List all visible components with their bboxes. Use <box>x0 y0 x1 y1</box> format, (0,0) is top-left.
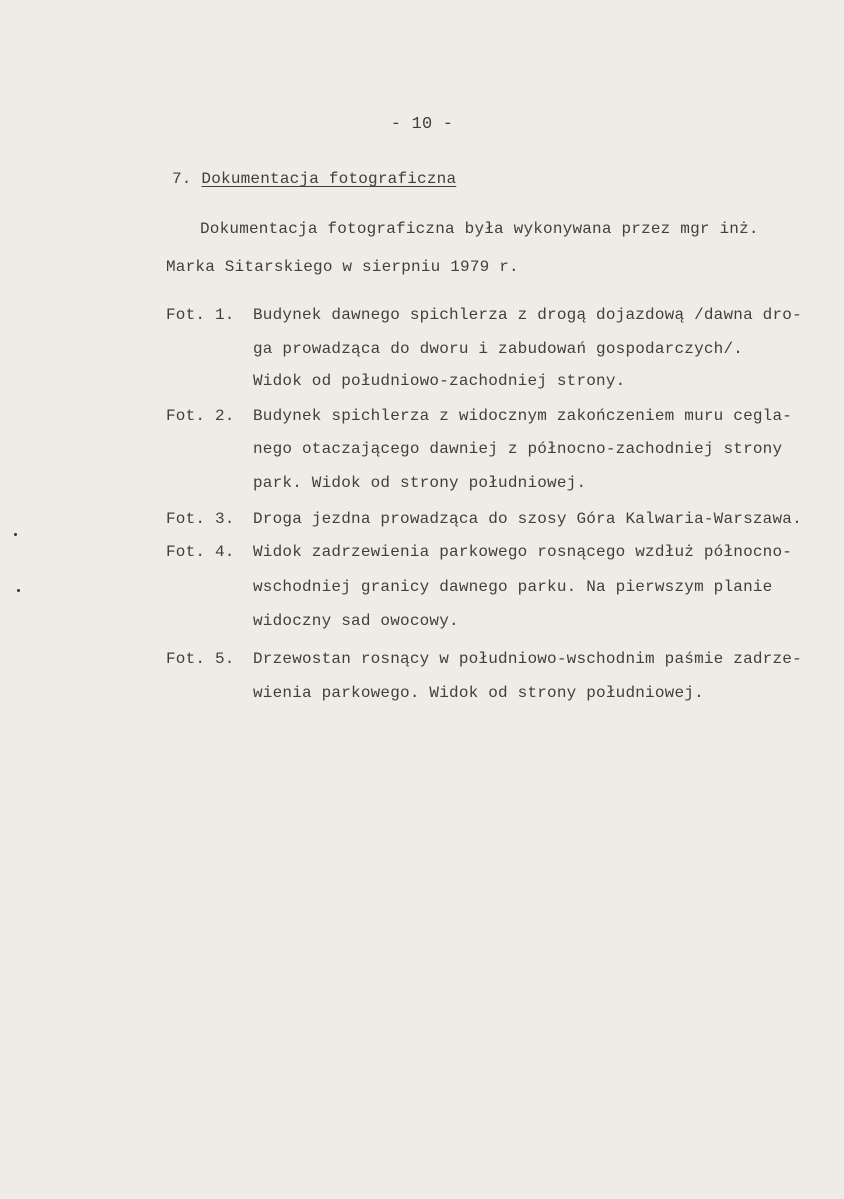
page-number: - 10 - <box>390 115 454 134</box>
section-heading <box>172 170 456 188</box>
photo-label: Fot. 2. <box>166 407 235 425</box>
photo-caption-line: wschodniej granicy dawnego parku. Na pierwszym planie <box>253 578 773 596</box>
photo-caption-line: Widok od południowo-zachodniej strony. <box>253 372 626 390</box>
paper-speck <box>14 533 17 536</box>
intro-line: Dokumentacja fotograficzna była wykonywana przez mgr inż. <box>200 220 759 238</box>
photo-caption-line: nego otaczającego dawniej z północno-zachodniej strony <box>253 440 783 458</box>
paper-speck <box>17 589 20 592</box>
photo-caption-line: widoczny sad owocowy. <box>253 612 459 630</box>
photo-caption-line: Widok zadrzewienia parkowego rosnącego wzdłuż północno- <box>253 543 793 561</box>
photo-caption-line: Drzewostan rosnący w południowo-wschodnim paśmie zadrze- <box>253 650 802 668</box>
photo-caption-line: Budynek dawnego spichlerza z drogą dojazdową /dawna dro- <box>253 306 802 324</box>
photo-caption-line: wienia parkowego. Widok od strony południowej. <box>253 684 704 702</box>
photo-caption-line: Budynek spichlerza z widocznym zakończeniem muru cegla- <box>253 407 793 425</box>
photo-caption-line: Droga jezdna prowadząca do szosy Góra Kalwaria-Warszawa. <box>253 510 802 528</box>
section-title: Dokumentacja fotograficzna <box>201 170 457 188</box>
photo-caption-line: park. Widok od strony południowej. <box>253 474 587 492</box>
intro-line: Marka Sitarskiego w sierpniu 1979 r. <box>166 258 519 276</box>
photo-label: Fot. 1. <box>166 306 235 324</box>
section-number: 7. <box>172 170 192 188</box>
photo-label: Fot. 4. <box>166 543 235 561</box>
photo-label: Fot. 5. <box>166 650 235 668</box>
photo-caption-line: ga prowadząca do dworu i zabudowań gospodarczych/. <box>253 340 744 358</box>
photo-label: Fot. 3. <box>166 510 235 528</box>
